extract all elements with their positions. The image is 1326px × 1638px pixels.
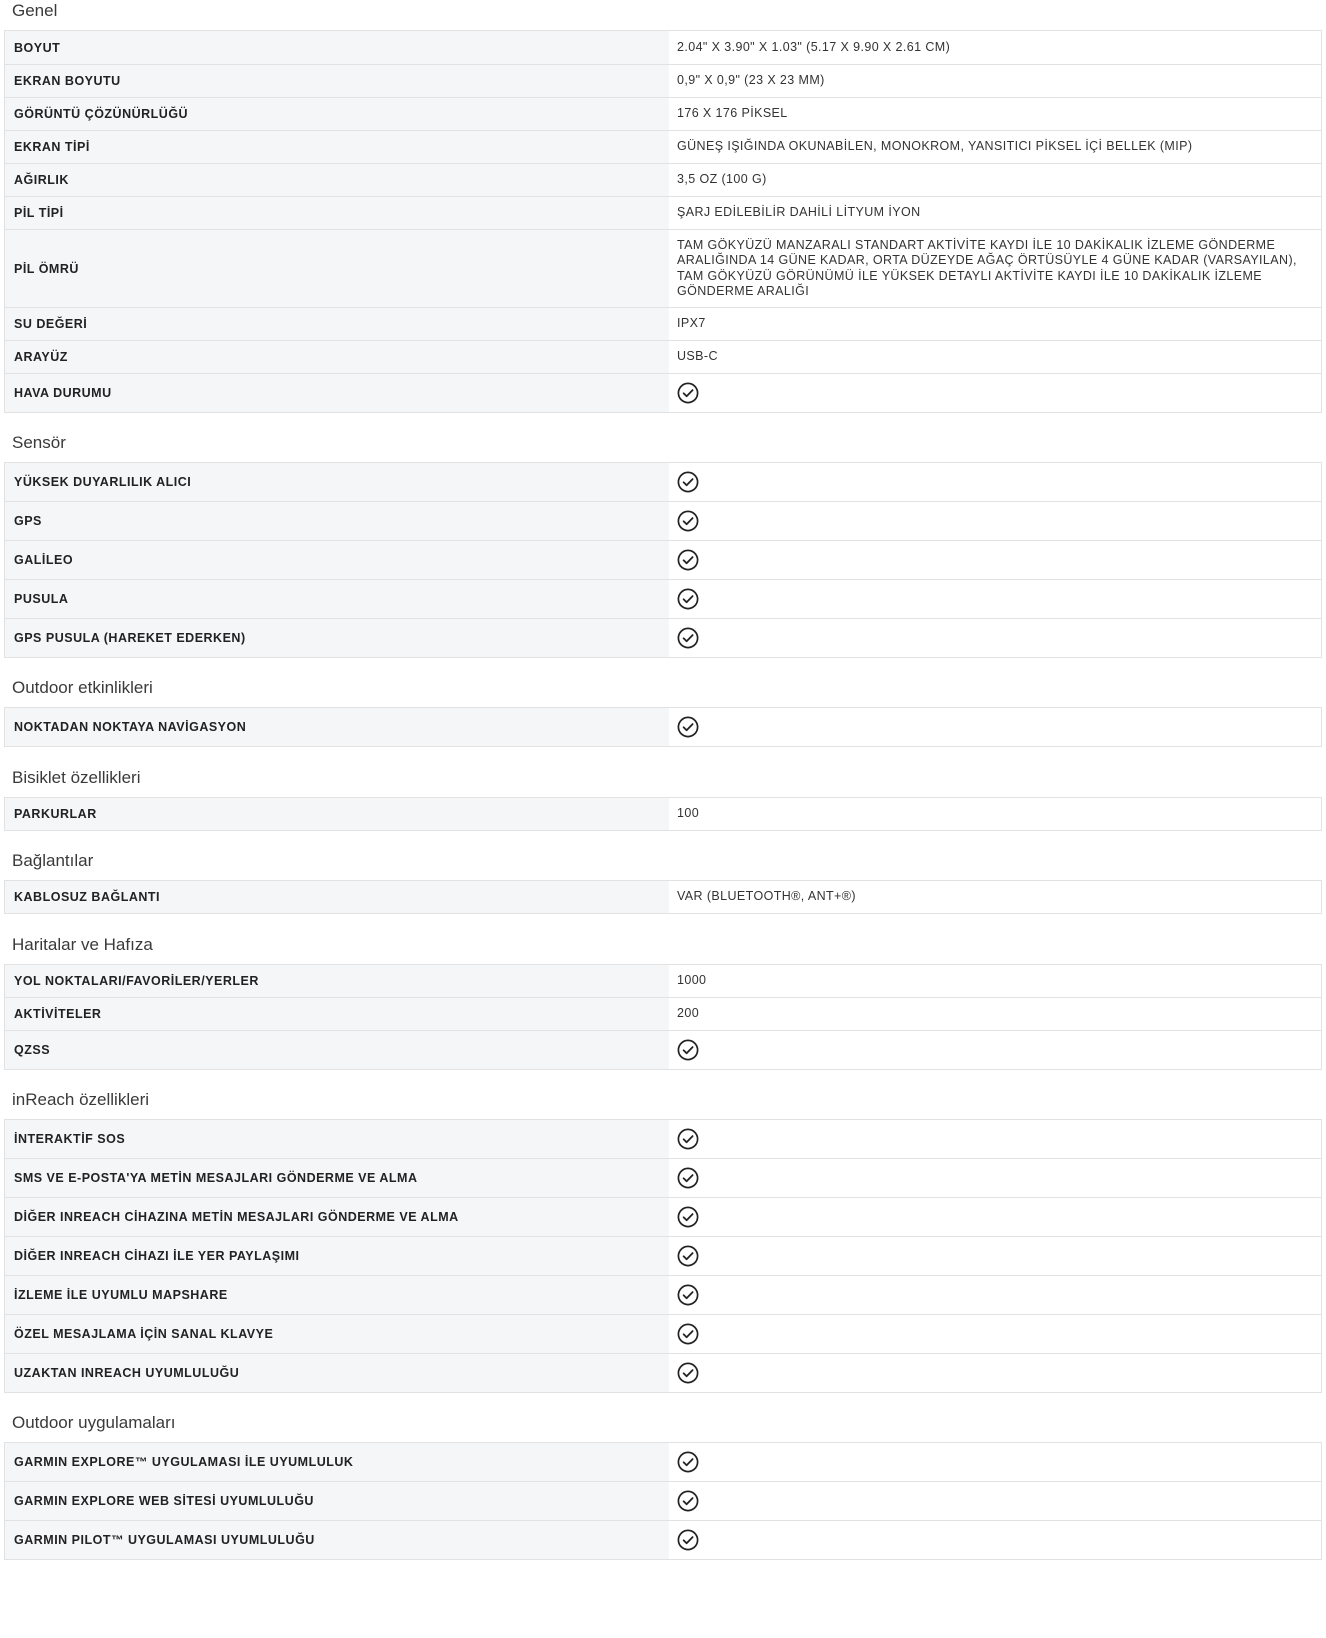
check-circle-icon xyxy=(677,1323,699,1345)
spec-row-parkurlar xyxy=(5,798,1322,831)
spec-table xyxy=(4,880,1322,914)
section-title: Bağlantılar xyxy=(12,851,94,870)
spec-value-check xyxy=(669,1354,1322,1393)
spec-row-gps xyxy=(5,502,1322,541)
spec-value-check xyxy=(669,1237,1322,1276)
spec-value-check xyxy=(669,374,1322,413)
spec-row-qzss xyxy=(5,1031,1322,1070)
check-circle-icon xyxy=(677,1128,699,1150)
spec-value: ŞARJ EDİLEBİLİR DAHİLİ LİTYUM İYON xyxy=(669,197,1322,230)
spec-section-genel xyxy=(0,0,1326,413)
spec-row-noktadan-noktaya-navigasyon xyxy=(5,708,1322,747)
spec-row-aktiviteler xyxy=(5,998,1322,1031)
spec-value: IPX7 xyxy=(669,308,1322,341)
spec-label: ÖZEL MESAJLAMA İÇİN SANAL KLAVYE xyxy=(5,1315,670,1354)
spec-row-yuksek-duyarlilik-alici xyxy=(5,463,1322,502)
check-circle-icon xyxy=(677,1167,699,1189)
check-circle-icon xyxy=(677,1362,699,1384)
spec-value-check xyxy=(669,580,1322,619)
spec-table xyxy=(4,964,1322,1070)
spec-section-haritalar-ve-hafiza xyxy=(0,934,1326,1070)
spec-row-garmin-explore-web-sitesi-uyumlulugu xyxy=(5,1482,1322,1521)
spec-label: DİĞER INREACH CİHAZINA METİN MESAJLARI GÖNDERME VE ALMA xyxy=(5,1198,670,1237)
spec-row-ekran-tipi xyxy=(5,131,1322,164)
spec-value-check xyxy=(669,1031,1322,1070)
spec-label: GPS PUSULA (HAREKET EDERKEN) xyxy=(5,619,670,658)
spec-label: PİL ÖMRÜ xyxy=(5,230,670,308)
spec-label: SMS VE E-POSTA'YA METİN MESAJLARI GÖNDERME VE ALMA xyxy=(5,1159,670,1198)
spec-label: QZSS xyxy=(5,1031,670,1070)
spec-row-hava-durumu xyxy=(5,374,1322,413)
spec-label: YÜKSEK DUYARLILIK ALICI xyxy=(5,463,670,502)
spec-value: 100 xyxy=(669,798,1322,831)
spec-row-boyut xyxy=(5,31,1322,65)
spec-row-uzaktan-inreach-uyumlulugu xyxy=(5,1354,1322,1393)
spec-row-interaktif-sos xyxy=(5,1120,1322,1159)
spec-label: SU DEĞERİ xyxy=(5,308,670,341)
spec-row-kablosuz-baglanti xyxy=(5,881,1322,914)
check-circle-icon xyxy=(677,1451,699,1473)
spec-row-yol-noktalari-favoriler-yerler xyxy=(5,965,1322,998)
spec-label: GPS xyxy=(5,502,670,541)
spec-label: HAVA DURUMU xyxy=(5,374,670,413)
spec-row-garmin-pilot-uygulamasi-uyumlulugu xyxy=(5,1521,1322,1560)
spec-label: GALİLEO xyxy=(5,541,670,580)
spec-value-check xyxy=(669,1159,1322,1198)
check-circle-icon xyxy=(677,471,699,493)
spec-label: EKRAN TİPİ xyxy=(5,131,670,164)
spec-value: 176 X 176 PİKSEL xyxy=(669,98,1322,131)
section-title: inReach özellikleri xyxy=(12,1090,150,1109)
section-title: Outdoor etkinlikleri xyxy=(12,678,153,697)
spec-row-galileo xyxy=(5,541,1322,580)
spec-row-agirlik xyxy=(5,164,1322,197)
spec-value-check xyxy=(669,1315,1322,1354)
check-circle-icon xyxy=(677,716,699,738)
spec-section-baglantilar xyxy=(0,850,1326,914)
spec-section-outdoor-etkinlikleri xyxy=(0,677,1326,747)
check-circle-icon xyxy=(677,1490,699,1512)
spec-label: AĞIRLIK xyxy=(5,164,670,197)
spec-value: 2.04" X 3.90" X 1.03" (5.17 X 9.90 X 2.61 CM) xyxy=(669,31,1322,65)
check-circle-icon xyxy=(677,588,699,610)
spec-row-diger-inreach-cihazi-ile-yer-paylasimi xyxy=(5,1237,1322,1276)
check-circle-icon xyxy=(677,1039,699,1061)
spec-label: DİĞER INREACH CİHAZI İLE YER PAYLAŞIMI xyxy=(5,1237,670,1276)
spec-label: AKTİVİTELER xyxy=(5,998,670,1031)
spec-label: GARMIN EXPLORE WEB SİTESİ UYUMLULUĞU xyxy=(5,1482,670,1521)
spec-value: GÜNEŞ IŞIĞINDA OKUNABİLEN, MONOKROM, YANSITICI PİKSEL İÇİ BELLEK (MIP) xyxy=(669,131,1322,164)
spec-value: 3,5 OZ (100 G) xyxy=(669,164,1322,197)
spec-section-bisiklet-ozellikleri xyxy=(0,767,1326,831)
spec-label: KABLOSUZ BAĞLANTI xyxy=(5,881,670,914)
check-circle-icon xyxy=(677,1206,699,1228)
spec-label: BOYUT xyxy=(5,31,670,65)
spec-row-pusula xyxy=(5,580,1322,619)
spec-label: NOKTADAN NOKTAYA NAVİGASYON xyxy=(5,708,670,747)
spec-row-goruntu-cozunurlugu xyxy=(5,98,1322,131)
spec-value-check xyxy=(669,1482,1322,1521)
spec-value: 200 xyxy=(669,998,1322,1031)
spec-value-check xyxy=(669,1198,1322,1237)
spec-row-arayuz xyxy=(5,341,1322,374)
spec-table xyxy=(4,797,1322,831)
spec-value: TAM GÖKYÜZÜ MANZARALI STANDART AKTİVİTE KAYDI İLE 10 DAKİKALIK İZLEME GÖNDERME ARALIĞINDA 14 GÜNE KADAR, ORTA DÜZEYDE AĞAÇ ÖRTÜSÜYLE 4 GÜNE KADAR (VARSAYILAN), TAM GÖKYÜZÜ GÖRÜNÜMÜ İLE YÜKSEK DETAYLI AKTİVİTE KAYDI İLE 10 DAKİKALIK İZLEME GÖNDERME ARALIĞI xyxy=(669,230,1322,308)
spec-label: PUSULA xyxy=(5,580,670,619)
spec-value: 0,9" X 0,9" (23 X 23 MM) xyxy=(669,65,1322,98)
spec-label: GARMIN PILOT™ UYGULAMASI UYUMLULUĞU xyxy=(5,1521,670,1560)
spec-row-gps-pusula-hareket-ederken xyxy=(5,619,1322,658)
spec-value-check xyxy=(669,1443,1322,1482)
spec-label: GARMIN EXPLORE™ UYGULAMASI İLE UYUMLULUK xyxy=(5,1443,670,1482)
spec-label: GÖRÜNTÜ ÇÖZÜNÜRLÜĞÜ xyxy=(5,98,670,131)
spec-row-pil-omru xyxy=(5,230,1322,308)
spec-table xyxy=(4,1119,1322,1393)
spec-row-ekran-boyutu xyxy=(5,65,1322,98)
spec-table xyxy=(4,462,1322,658)
spec-label: UZAKTAN INREACH UYUMLULUĞU xyxy=(5,1354,670,1393)
spec-row-sms-ve-e-posta-ya-metin-mesajlari-gonderme-ve-alma xyxy=(5,1159,1322,1198)
spec-label: PİL TİPİ xyxy=(5,197,670,230)
spec-value-check xyxy=(669,502,1322,541)
spec-value-check xyxy=(669,541,1322,580)
spec-table xyxy=(4,30,1322,413)
spec-value-check xyxy=(669,1521,1322,1560)
check-circle-icon xyxy=(677,1245,699,1267)
spec-label: YOL NOKTALARI/FAVORİLER/YERLER xyxy=(5,965,670,998)
spec-value-check xyxy=(669,1120,1322,1159)
spec-value-check xyxy=(669,619,1322,658)
spec-label: ARAYÜZ xyxy=(5,341,670,374)
spec-value: USB-C xyxy=(669,341,1322,374)
spec-label: PARKURLAR xyxy=(5,798,670,831)
spec-row-garmin-explore-uygulamasi-ile-uyumluluk xyxy=(5,1443,1322,1482)
spec-table xyxy=(4,1442,1322,1560)
spec-row-ozel-mesajlama-icin-sanal-klavye xyxy=(5,1315,1322,1354)
spec-value: VAR (BLUETOOTH®, ANT+®) xyxy=(669,881,1322,914)
check-circle-icon xyxy=(677,1529,699,1551)
spec-table xyxy=(4,707,1322,747)
section-title: Bisiklet özellikleri xyxy=(12,768,141,787)
spec-section-inreach-ozellikleri xyxy=(0,1089,1326,1393)
spec-section-sensor xyxy=(0,432,1326,658)
spec-value-check xyxy=(669,708,1322,747)
section-title: Outdoor uygulamaları xyxy=(12,1413,176,1432)
spec-section-outdoor-uygulamalari xyxy=(0,1412,1326,1560)
spec-row-diger-inreach-cihazina-metin-mesajlari-gonderme-ve-alma xyxy=(5,1198,1322,1237)
check-circle-icon xyxy=(677,627,699,649)
check-circle-icon xyxy=(677,1284,699,1306)
spec-row-su-degeri xyxy=(5,308,1322,341)
spec-value-check xyxy=(669,463,1322,502)
spec-label: İZLEME İLE UYUMLU MAPSHARE xyxy=(5,1276,670,1315)
section-title: Sensör xyxy=(12,433,66,452)
spec-row-izleme-ile-uyumlu-mapshare xyxy=(5,1276,1322,1315)
spec-value: 1000 xyxy=(669,965,1322,998)
spec-value-check xyxy=(669,1276,1322,1315)
section-title: Haritalar ve Hafıza xyxy=(12,935,153,954)
check-circle-icon xyxy=(677,510,699,532)
check-circle-icon xyxy=(677,382,699,404)
check-circle-icon xyxy=(677,549,699,571)
spec-label: İNTERAKTİF SOS xyxy=(5,1120,670,1159)
spec-label: EKRAN BOYUTU xyxy=(5,65,670,98)
spec-row-pil-tipi xyxy=(5,197,1322,230)
section-title: Genel xyxy=(12,1,58,20)
